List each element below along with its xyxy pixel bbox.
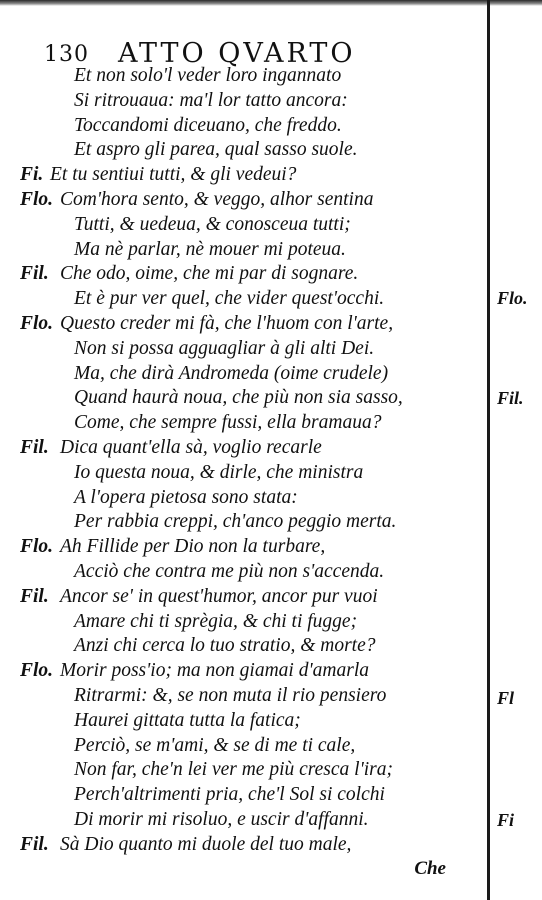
speaker-label: Fil.	[20, 833, 49, 855]
verse-text-line: Et è pur ver quel, che vider quest'occhi.	[74, 288, 385, 310]
verse-text-line: Ma nè parlar, nè mouer mi poteua.	[74, 238, 346, 260]
verse-line	[0, 114, 490, 139]
verse-text-line: Et non solo'l veder loro ingannato	[74, 65, 342, 86]
verse-text-line: Quand haurà noua, che più non sia sasso,	[74, 387, 403, 409]
verse-text-line: Ancor se' in quest'humor, ancor pur vuoi	[60, 585, 378, 607]
verse-text-line: Per rabbia creppi, ch'anco peggio merta.	[74, 511, 397, 533]
verse-line	[0, 833, 490, 858]
verse-text-line: Et aspro gli parea, qual sasso suole.	[74, 139, 358, 161]
facing-page-speaker: Fil.	[497, 388, 524, 408]
verse-line	[0, 238, 490, 263]
verse-text-line: Io questa noua, & dirle, che ministra	[74, 461, 364, 483]
speaker-label: Fil.	[20, 585, 49, 607]
verse-text-line: Tutti, & uedeua, & conosceua tutti;	[74, 213, 351, 235]
verse-text-line: Ritrarmi: &, se non muta il rio pensiero	[74, 684, 387, 706]
verse-line	[0, 163, 490, 188]
verse-text-line: Et tu sentiui tutti, & gli vedeui?	[50, 164, 297, 186]
verse-line	[0, 486, 490, 511]
verse-line	[0, 287, 490, 312]
verse-text-line: Perch'altrimenti pria, che'l Sol si colchi	[74, 784, 385, 806]
verse-line	[0, 362, 490, 387]
verse-text-line: Perciò, se m'ami, & se di me ti cale,	[74, 734, 356, 756]
facing-page-speaker: Fi	[497, 810, 515, 830]
verse-text-line: Questo creder mi fà, che l'huom con l'arte,	[60, 312, 394, 334]
speaker-label: Flo.	[20, 312, 54, 334]
verse-text-line: Toccandomi diceuano, che freddo.	[74, 114, 342, 136]
verse-line	[0, 684, 490, 709]
verse-line	[0, 89, 490, 114]
verse-line	[0, 213, 490, 238]
verse-line	[0, 758, 490, 783]
verse-text	[0, 64, 490, 858]
verse-line	[0, 138, 490, 163]
catchword: Che	[414, 858, 446, 879]
verse-line	[0, 610, 490, 635]
verse-line	[0, 436, 490, 461]
verse-line	[0, 535, 490, 560]
verse-text-line: Si ritrouaua: ma'l lor tatto ancora:	[74, 89, 348, 111]
verse-text-line: Ma, che dirà Andromeda (oime crudele)	[74, 362, 389, 384]
verse-line	[0, 411, 490, 436]
verse-text-line: Amare chi ti sprègia, & chi ti fugge;	[74, 610, 358, 632]
verse-text-line: A l'opera pietosa sono stata:	[74, 486, 298, 508]
verse-line	[0, 510, 490, 535]
verse-line	[0, 337, 490, 362]
verse-line	[0, 312, 490, 337]
speaker-label: Fil.	[20, 263, 49, 285]
verse-line	[0, 808, 490, 833]
verse-text-line: Dica quant'ella sà, voglio recarle	[60, 436, 322, 458]
verse-line	[0, 64, 490, 89]
speaker-label: Fil.	[20, 436, 49, 458]
facing-page-speaker: Flo.	[497, 288, 528, 308]
verse-line	[0, 262, 490, 287]
verse-line	[0, 386, 490, 411]
verse-text-line: Ah Fillide per Dio non la turbare,	[60, 536, 326, 558]
verse-text-line: Non far, che'n lei ver me più cresca l'ira;	[74, 759, 394, 781]
verse-text-line: Anzi chi cerca lo tuo stratio, & morte?	[74, 635, 376, 657]
verse-text-line: Che odo, oime, che mi par di sognare.	[60, 263, 359, 285]
speaker-label: Flo.	[20, 536, 54, 558]
verse-line	[0, 734, 490, 759]
verse-line	[0, 560, 490, 585]
page-top-edge	[0, 0, 542, 6]
speaker-label: Flo.	[20, 660, 54, 682]
verse-text-line: Com'hora sento, & veggo, alhor sentina	[60, 188, 374, 210]
verse-line	[0, 783, 490, 808]
verse-text-line: Morir poss'io; ma non giamai d'amarla	[60, 660, 369, 682]
verse-line	[0, 709, 490, 734]
verse-text-line: Come, che sempre fussi, ella bramaua?	[74, 412, 382, 434]
verse-text-line: Acciò che contra me più non s'accenda.	[74, 560, 385, 582]
running-title: ATTO QVARTO	[118, 38, 356, 69]
verse-text-line: Non si possa agguagliar à gli alti Dei.	[74, 337, 375, 359]
verse-text-line: Di morir mi risoluo, e uscir d'affanni.	[74, 808, 369, 830]
verse-text-line: Haurei gittata tutta la fatica;	[74, 709, 301, 731]
verse-text-line: Sà Dio quanto mi duole del tuo male,	[60, 833, 352, 855]
verse-line	[0, 585, 490, 610]
facing-page-speaker: Fl	[497, 688, 515, 708]
verse-line	[0, 461, 490, 486]
verse-line	[0, 188, 490, 213]
page-number: 130	[44, 42, 89, 67]
verse-line	[0, 634, 490, 659]
speaker-label: Fi.	[20, 164, 44, 186]
verse-line	[0, 659, 490, 684]
speaker-label: Flo.	[20, 188, 54, 210]
